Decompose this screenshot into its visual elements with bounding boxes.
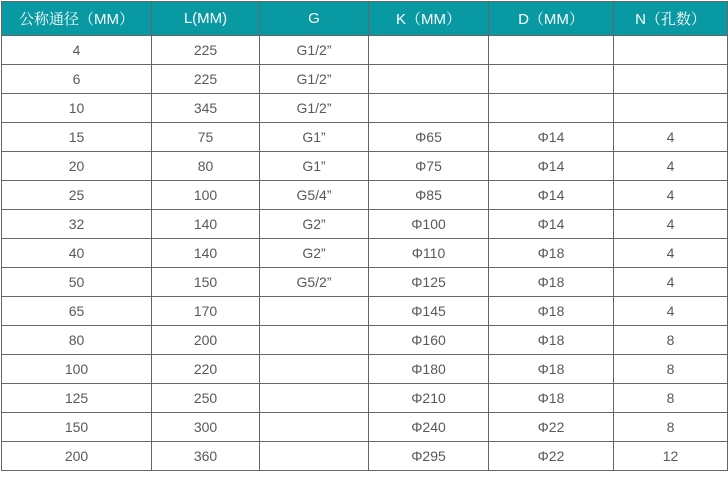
table-header <box>2 2 728 36</box>
table-cell: 220 <box>152 355 260 384</box>
table-cell: Φ18 <box>489 268 614 297</box>
table-cell: 200 <box>152 326 260 355</box>
header-hole-diameter-d: D（MM） <box>489 2 614 36</box>
table-cell: 80 <box>2 326 152 355</box>
table-cell <box>614 36 728 65</box>
table-cell: 8 <box>614 355 728 384</box>
table-cell: 250 <box>152 384 260 413</box>
table-cell: Φ18 <box>489 384 614 413</box>
table-row <box>2 268 728 297</box>
table-cell: G1” <box>260 123 369 152</box>
table-cell: 8 <box>614 384 728 413</box>
table-cell: Φ145 <box>369 297 489 326</box>
table-cell: G1/2” <box>260 36 369 65</box>
table-cell: 100 <box>2 355 152 384</box>
table-cell: 65 <box>2 297 152 326</box>
table-cell: 80 <box>152 152 260 181</box>
table-cell: 4 <box>614 268 728 297</box>
table-cell: 32 <box>2 210 152 239</box>
table-cell: 150 <box>152 268 260 297</box>
table-cell <box>489 65 614 94</box>
table-cell: 15 <box>2 123 152 152</box>
table-cell <box>614 65 728 94</box>
header-row <box>2 2 728 36</box>
table-cell: 225 <box>152 36 260 65</box>
table-row <box>2 239 728 268</box>
table-row <box>2 152 728 181</box>
table-cell: G2” <box>260 239 369 268</box>
table-cell: 4 <box>614 297 728 326</box>
table-row <box>2 210 728 239</box>
table-cell: 75 <box>152 123 260 152</box>
table-cell: G5/4” <box>260 181 369 210</box>
table-row <box>2 181 728 210</box>
table-cell: 40 <box>2 239 152 268</box>
table-cell: Φ180 <box>369 355 489 384</box>
table-cell: 10 <box>2 94 152 123</box>
table-cell: 25 <box>2 181 152 210</box>
table-cell: Φ22 <box>489 413 614 442</box>
table-cell: Φ160 <box>369 326 489 355</box>
table-cell <box>260 326 369 355</box>
table-cell: Φ75 <box>369 152 489 181</box>
table-cell: 150 <box>2 413 152 442</box>
table-cell: 4 <box>614 152 728 181</box>
table-cell: Φ85 <box>369 181 489 210</box>
dimension-spec-table <box>1 1 728 471</box>
table-cell: 225 <box>152 65 260 94</box>
table-cell: 140 <box>152 239 260 268</box>
table-cell: 140 <box>152 210 260 239</box>
table-cell <box>260 384 369 413</box>
table-cell: Φ14 <box>489 152 614 181</box>
table-cell <box>260 297 369 326</box>
header-nominal-diameter: 公称通径（MM） <box>2 2 152 36</box>
table-cell: 125 <box>2 384 152 413</box>
header-hole-count-n: N（孔数） <box>614 2 728 36</box>
table-cell: 170 <box>152 297 260 326</box>
table-cell: Φ22 <box>489 442 614 471</box>
table-cell: 345 <box>152 94 260 123</box>
table-cell <box>260 442 369 471</box>
table-cell: Φ14 <box>489 123 614 152</box>
table-cell: Φ14 <box>489 210 614 239</box>
table-cell <box>489 36 614 65</box>
table-cell: 200 <box>2 442 152 471</box>
table-cell: 8 <box>614 413 728 442</box>
table-row <box>2 297 728 326</box>
table-cell: Φ240 <box>369 413 489 442</box>
table-row <box>2 94 728 123</box>
table-cell: Φ18 <box>489 239 614 268</box>
table-cell: 300 <box>152 413 260 442</box>
table-cell: Φ14 <box>489 181 614 210</box>
table-row <box>2 355 728 384</box>
table-row <box>2 123 728 152</box>
table-cell: 50 <box>2 268 152 297</box>
table-row <box>2 442 728 471</box>
table-cell: Φ18 <box>489 297 614 326</box>
table-cell: Φ100 <box>369 210 489 239</box>
table-cell: 4 <box>614 123 728 152</box>
table-cell: G1/2” <box>260 94 369 123</box>
table-cell: Φ110 <box>369 239 489 268</box>
table-cell: Φ18 <box>489 355 614 384</box>
table-cell: 6 <box>2 65 152 94</box>
header-length-l: L(MM) <box>152 2 260 36</box>
table-cell: G2” <box>260 210 369 239</box>
table-cell: Φ65 <box>369 123 489 152</box>
table-cell: 4 <box>2 36 152 65</box>
table-cell: 20 <box>2 152 152 181</box>
table-cell <box>260 355 369 384</box>
table-cell <box>369 94 489 123</box>
table-cell: 8 <box>614 326 728 355</box>
table-row <box>2 326 728 355</box>
table-row <box>2 413 728 442</box>
table-cell <box>489 94 614 123</box>
table-cell: 4 <box>614 239 728 268</box>
table-cell: G5/2” <box>260 268 369 297</box>
table-cell <box>614 94 728 123</box>
table-cell: 360 <box>152 442 260 471</box>
table-cell: Φ295 <box>369 442 489 471</box>
table-cell: 4 <box>614 210 728 239</box>
table-row <box>2 36 728 65</box>
table-cell <box>369 65 489 94</box>
header-bolt-circle-k: K（MM） <box>369 2 489 36</box>
table-cell <box>369 36 489 65</box>
table-cell <box>260 413 369 442</box>
table-row <box>2 384 728 413</box>
table-cell: 100 <box>152 181 260 210</box>
table-cell: G1/2” <box>260 65 369 94</box>
table-cell: Φ210 <box>369 384 489 413</box>
header-thread-g: G <box>260 2 369 36</box>
table-cell: G1” <box>260 152 369 181</box>
table-body <box>2 36 728 471</box>
table-cell: 12 <box>614 442 728 471</box>
table-cell: Φ18 <box>489 326 614 355</box>
table-cell: 4 <box>614 181 728 210</box>
table-row <box>2 65 728 94</box>
table-cell: Φ125 <box>369 268 489 297</box>
